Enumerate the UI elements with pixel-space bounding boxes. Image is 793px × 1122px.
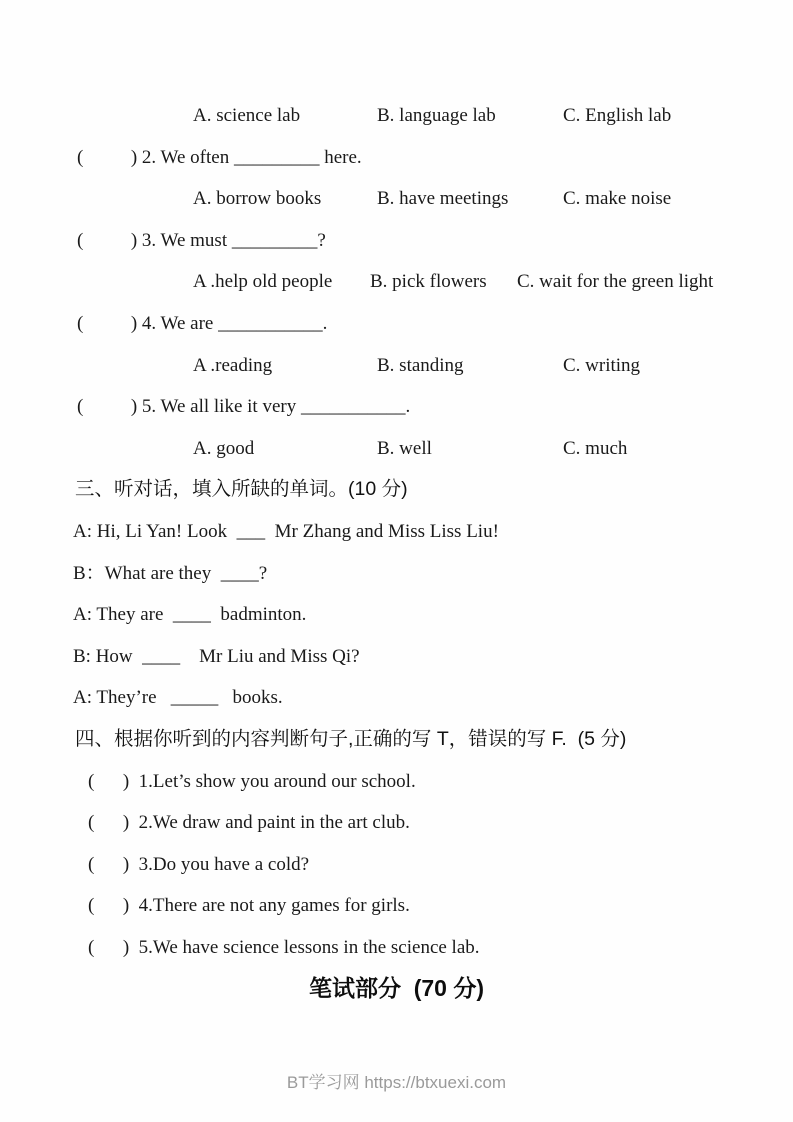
true-false-item-2: ( ) 2.We draw and paint in the art club. (88, 812, 410, 834)
mc-question-5: ( ) 5. We all like it very ___________. (77, 396, 411, 418)
true-false-item-4: ( ) 4.There are not any games for girls. (88, 895, 410, 917)
option-c: C. make noise (563, 188, 672, 210)
mc-options-row-4 (0, 345, 793, 387)
true-false-item-5: ( ) 5.We have science lessons in the science lab. (88, 936, 480, 958)
dialogue-line-4: B: How ____ Mr Liu and Miss Qi? (73, 645, 360, 667)
option-a: A. borrow books (193, 188, 322, 210)
site-watermark: BT学习网 https://btxuexi.com (286, 1073, 507, 1092)
section-four-heading: 四、根据你听到的内容判断句子,正确的写 T，错误的写 F. (5 分) (75, 727, 627, 750)
mc-question-2: ( ) 2. We often _________ here. (77, 146, 362, 168)
mc-question-4: ( ) 4. We are ___________. (77, 312, 328, 334)
dialogue-line-1: A: Hi, Li Yan! Look ___ Mr Zhang and Miss Liss Liu! (73, 520, 499, 542)
mc-options-row-5 (0, 428, 793, 470)
option-c: C. writing (563, 354, 641, 376)
exam-content (0, 95, 793, 1010)
option-a: A .help old people (193, 271, 333, 293)
option-b: B. standing (377, 354, 464, 376)
option-b: B. language lab (377, 105, 496, 126)
option-c: C. much (563, 437, 628, 459)
written-part-heading: 笔试部分 (70 分) (308, 975, 485, 1002)
mc-options-row-2 (0, 178, 793, 220)
option-b: B. pick flowers (370, 271, 487, 293)
option-b: B. have meetings (377, 188, 509, 210)
true-false-item-1: ( ) 1.Let’s show you around our school. (88, 770, 416, 792)
option-b: B. well (377, 437, 432, 459)
mc-question-3: ( ) 3. We must _________? (77, 229, 326, 251)
dialogue-line-5: A: They’re _____ books. (73, 687, 283, 709)
dialogue-line-3: A: They are ____ badminton. (73, 604, 307, 626)
true-false-item-3: ( ) 3.Do you have a cold? (88, 853, 310, 875)
dialogue-line-2: B：What are they ____? (73, 562, 268, 584)
option-a: A. science lab (193, 105, 301, 126)
mc-options-row-3 (0, 261, 793, 303)
option-c: C. wait for the green light (517, 271, 714, 293)
option-a: A. good (193, 437, 255, 459)
mc-options-row-1 (0, 95, 793, 137)
option-a: A .reading (193, 354, 273, 376)
option-c: C. English lab (563, 105, 672, 126)
section-three-heading: 三、听对话，填入所缺的单词。(10 分) (75, 478, 408, 501)
